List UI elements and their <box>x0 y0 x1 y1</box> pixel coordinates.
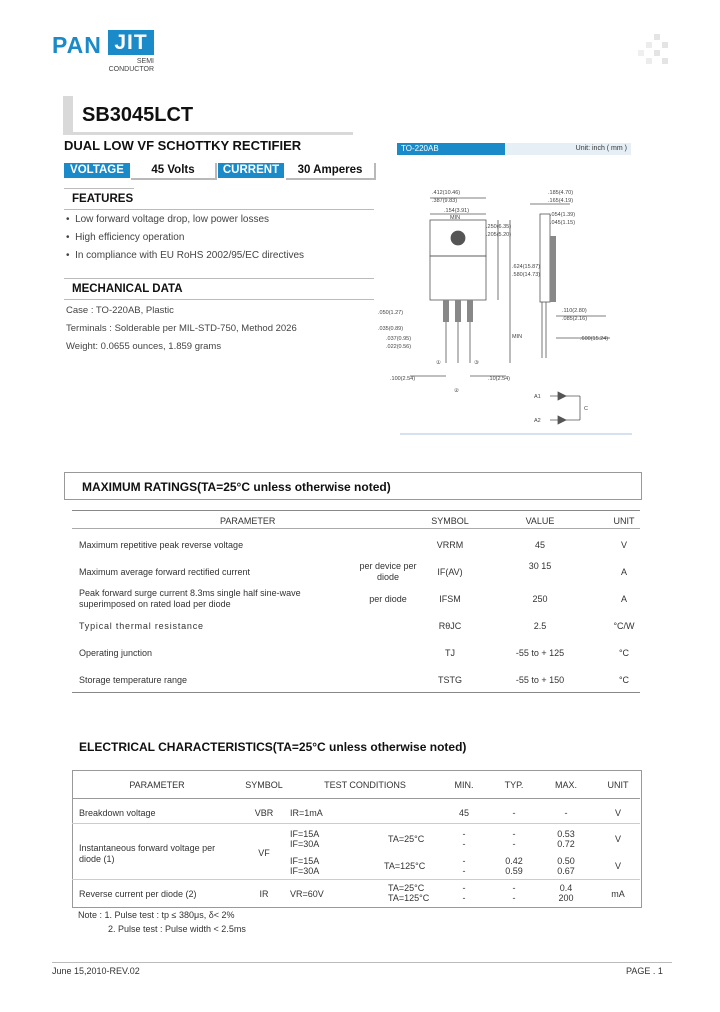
title-underline <box>63 132 353 135</box>
elec-param: Reverse current per diode (2) <box>79 889 197 899</box>
elec-cond-line: IF=15A <box>290 829 320 839</box>
elec-cond-line: IF=30A <box>290 839 320 849</box>
elec-val: - <box>462 856 466 866</box>
rating-cond: per diode <box>369 594 407 604</box>
elec-temp <box>388 883 429 903</box>
col-header: SYMBOL <box>245 780 283 790</box>
note-1: Note : 1. Pulse test : tp ≤ 380μs, δ< 2% <box>78 910 235 920</box>
elec-val: - <box>462 893 466 903</box>
elec-row-rule <box>72 823 640 824</box>
elec-min <box>446 883 482 903</box>
col-header: UNIT <box>607 780 629 790</box>
rating-param: Storage temperature range <box>79 675 188 685</box>
mechanical-item: Weight: 0.0655 ounces, 1.859 grams <box>66 341 222 352</box>
elec-val: 0.53 <box>557 829 575 839</box>
elec-row-rule <box>72 879 640 880</box>
col-header: VALUE <box>525 516 555 526</box>
rating-value: 2.5 <box>533 621 547 631</box>
rating-symbol: TJ <box>445 648 455 658</box>
product-subtitle: DUAL LOW VF SCHOTTKY RECTIFIER <box>64 138 302 153</box>
elec-cond <box>290 829 319 849</box>
electrical-title: ELECTRICAL CHARACTERISTICS(TA=25°C unless otherwise noted) <box>79 740 467 754</box>
elec-max <box>548 829 584 849</box>
elec-val: 0.4 <box>559 883 573 893</box>
features-top-divider <box>64 188 134 189</box>
rating-cond: per device per diode <box>359 561 417 582</box>
feature-item: • In compliance with EU RoHS 2002/95/EC directives <box>66 250 305 261</box>
elec-val: 200 <box>558 893 574 903</box>
elec-val: - <box>512 893 516 903</box>
dim-label: .035(0.89) <box>378 326 404 332</box>
elec-val: - <box>512 839 516 849</box>
rating-value: -55 to + 125 <box>515 648 565 658</box>
features-divider <box>64 209 374 210</box>
elec-val: 0.72 <box>557 839 575 849</box>
rating-param: Maximum average forward rectified current <box>79 567 251 577</box>
brand-logo-pan: PAN <box>52 32 102 58</box>
feature-text: Low forward voltage drop, low power losses <box>75 214 270 225</box>
rating-symbol: IFSM <box>439 594 461 604</box>
elec-temp: TA=125°C <box>384 861 426 871</box>
elec-cond: VR=60V <box>290 889 324 899</box>
pin-label: ① <box>436 360 441 366</box>
rating-symbol: IF(AV) <box>437 567 463 577</box>
elec-unit: V <box>614 861 621 871</box>
mechanical-top-divider <box>64 278 374 279</box>
rating-value: -55 to + 150 <box>515 675 565 685</box>
elec-val: 0.67 <box>557 866 575 876</box>
col-header: TYP. <box>504 780 524 790</box>
max-ratings-title: MAXIMUM RATINGS(TA=25°C unless otherwise noted) <box>82 480 391 494</box>
footer-rule <box>52 962 672 963</box>
current-value: 30 Amperes <box>286 163 376 180</box>
elec-temp-line: TA=125°C <box>388 893 430 903</box>
col-header: UNIT <box>613 516 635 526</box>
dim-label: .185(4.70) <box>548 190 574 196</box>
mechanical-item: Terminals : Solderable per MIL-STD-750, Method 2026 <box>66 323 297 334</box>
mechanical-divider <box>64 299 374 300</box>
max-ratings-bottom-rule <box>72 692 640 693</box>
corner-dots-icon <box>638 34 670 66</box>
elec-min <box>446 829 482 849</box>
rating-param: Maximum repetitive peak reverse voltage <box>79 540 244 550</box>
elec-max: - <box>564 808 568 818</box>
dim-label: .045(1.15) <box>550 220 576 226</box>
dim-label: .387(9.83) <box>432 198 458 204</box>
dim-label: .165(4.19) <box>548 198 574 204</box>
voltage-value: 45 Volts <box>131 163 217 180</box>
rating-unit: A <box>620 594 627 604</box>
elec-temp-line: TA=25°C <box>388 883 425 893</box>
dim-label: .054(1.39) <box>550 212 576 218</box>
feature-text: In compliance with EU RoHS 2002/95/EC directives <box>75 250 305 261</box>
rating-unit: °C <box>618 675 630 685</box>
elec-typ <box>496 856 532 876</box>
mechanical-title: MECHANICAL DATA <box>72 283 183 295</box>
elec-val: 0.42 <box>505 856 523 866</box>
elec-cond <box>290 856 319 876</box>
feature-text: High efficiency operation <box>75 232 185 243</box>
rating-value: 45 <box>534 540 545 550</box>
elec-symbol: VF <box>258 848 270 858</box>
dim-label: .100(2.54) <box>390 376 416 382</box>
elec-val: 0.50 <box>557 856 575 866</box>
col-header: PARAMETER <box>220 516 276 526</box>
dim-label: .022(0.56) <box>386 344 412 350</box>
col-header: SYMBOL <box>431 516 469 526</box>
feature-item: • High efficiency operation <box>66 232 185 243</box>
dim-label: .250(6.35) <box>486 224 512 230</box>
elec-val: - <box>462 839 466 849</box>
col-header: MAX. <box>554 780 577 790</box>
dim-label: .580(14.73) <box>512 272 541 278</box>
rating-unit: V <box>620 540 627 550</box>
elec-val: - <box>462 866 466 876</box>
elec-param: Breakdown voltage <box>79 808 156 818</box>
elec-typ <box>496 883 532 903</box>
col-header: PARAMETER <box>129 780 185 790</box>
dim-label: .050(1.27) <box>378 310 404 316</box>
elec-val: - <box>462 883 466 893</box>
max-ratings-top-rule <box>72 510 640 511</box>
brand-subtitle <box>108 58 154 74</box>
dim-label: .205(5.20) <box>486 232 512 238</box>
schematic-label: C <box>584 406 588 412</box>
package-name: TO-220AB <box>397 143 505 155</box>
rating-unit: °C/W <box>613 621 635 631</box>
elec-symbol: IR <box>259 889 269 899</box>
elec-min: 45 <box>458 808 469 818</box>
elec-val: - <box>462 829 466 839</box>
elec-unit: V <box>614 834 621 844</box>
electrical-header-rule <box>72 798 640 799</box>
rating-symbol: VRRM <box>436 540 464 550</box>
col-header: MIN. <box>454 780 474 790</box>
current-label: CURRENT <box>218 163 284 178</box>
dim-label: MIN <box>450 215 461 221</box>
elec-typ: - <box>512 808 516 818</box>
feature-item: • Low forward voltage drop, low power losses <box>66 214 270 225</box>
elec-max <box>548 883 584 903</box>
elec-typ <box>496 829 532 849</box>
dim-label: .110(2.80) <box>562 308 587 314</box>
part-number: SB3045LCT <box>82 104 194 126</box>
elec-cond-line: IF=15A <box>290 856 320 866</box>
elec-temp: TA=25°C <box>388 834 425 844</box>
rating-value: 250 <box>532 594 548 604</box>
schematic-label: A1 <box>534 394 541 400</box>
rating-value: 30 15 <box>528 561 552 571</box>
elec-val: - <box>512 883 516 893</box>
features-title: FEATURES <box>72 193 134 205</box>
dim-label: .154(3.91) <box>444 208 470 214</box>
elec-min <box>446 856 482 876</box>
dim-label: .412(10.46) <box>432 190 461 196</box>
pin-label: ③ <box>474 360 479 366</box>
elec-cond: IR=1mA <box>290 808 323 818</box>
rating-param: Peak forward surge current 8.3ms single half sine-wave superimposed on rated load per diode <box>79 588 301 609</box>
package-outline-drawing <box>370 158 640 438</box>
elec-param: Instantaneous forward voltage per diode (1) <box>79 843 216 864</box>
rating-unit: °C <box>618 648 630 658</box>
elec-symbol: VBR <box>254 808 274 818</box>
max-ratings-header-rule <box>72 528 640 529</box>
brand-logo-jit: JIT <box>108 30 154 55</box>
voltage-label: VOLTAGE <box>64 163 130 178</box>
dim-label: .10(2.54) <box>488 376 511 382</box>
rating-symbol: RθJC <box>438 621 462 631</box>
elec-val: 0.59 <box>505 866 523 876</box>
dim-label: .037(0.95) <box>386 336 412 342</box>
rating-param: Operating junction <box>79 648 153 658</box>
elec-cond-line: IF=30A <box>290 866 320 876</box>
package-unit: Unit: inch ( mm ) <box>505 143 631 155</box>
pin-label: ② <box>454 388 459 394</box>
elec-max <box>548 856 584 876</box>
brand-sub-line1: SEMI <box>136 58 154 65</box>
rating-param: Typical thermal resistance <box>79 621 204 631</box>
rating-unit: A <box>620 567 627 577</box>
dim-label: .600(15.24) <box>580 336 609 342</box>
dim-label: .085(2.16) <box>562 316 588 322</box>
title-accent-bar <box>63 96 73 134</box>
brand-sub-line2: CONDUCTOR <box>108 66 154 73</box>
rating-symbol: TSTG <box>438 675 462 685</box>
elec-unit: mA <box>611 889 625 899</box>
elec-val: - <box>512 829 516 839</box>
dim-label: .624(15.87) <box>512 264 541 270</box>
mechanical-item: Case : TO-220AB, Plastic <box>66 305 174 316</box>
footer-date: June 15,2010-REV.02 <box>52 966 140 976</box>
dim-label: MIN <box>512 334 523 340</box>
col-header: TEST CONDITIONS <box>324 780 406 790</box>
elec-unit: V <box>614 808 621 818</box>
schematic-label: A2 <box>534 418 541 424</box>
footer-page: PAGE . 1 <box>626 966 663 976</box>
note-2: 2. Pulse test : Pulse width < 2.5ms <box>108 924 246 934</box>
